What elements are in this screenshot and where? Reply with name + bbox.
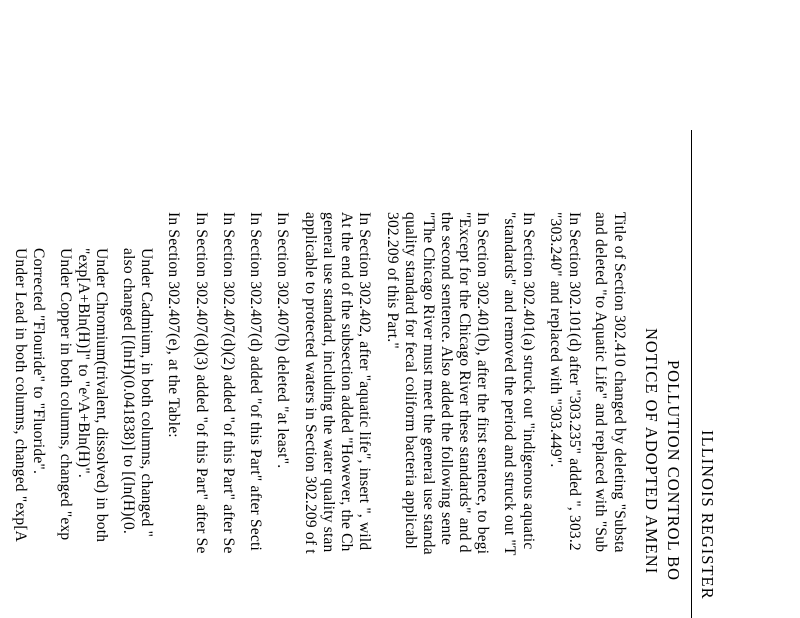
paragraph-line: "Except for the Chicago River these standards" and d: [456, 212, 473, 553]
paragraph-line: 302.209 of this Part.": [384, 212, 401, 349]
paragraph-line: applicable to protected waters in Section 302.209 of t: [302, 212, 319, 554]
paragraph-line: In Section 302.407(e), at the Table:: [165, 212, 182, 438]
paragraph-line: In Section 302.407(d) added "of this Part" after Secti: [247, 212, 264, 551]
paragraph-line: In Section 302.402, after "aquatic life", insert ", wild: [356, 212, 373, 551]
paragraph-line: In Section 302.101(d) after "303.235" added ", 303.2: [566, 212, 583, 551]
table-note-line: Under Cadmium, in both columns, changed ": [138, 248, 155, 538]
table-note-line: "exp[A+Bln(H)]" to "e^A+Bln(H)".: [75, 248, 92, 478]
paragraph-line: In Section 302.407(d)(2) added "of this Part" after Se: [220, 212, 237, 554]
paragraph-line: In Section 302.407(b) deleted "at least".: [274, 212, 291, 469]
paragraph-line: In Section 302.401(a) struck out "indigenous aquatic: [520, 212, 537, 550]
header-rule: [691, 130, 692, 618]
paragraph-line: Title of Section 302.410 changed by deleting "Substa: [611, 212, 628, 553]
register-title: ILLINOIS REGISTER: [698, 430, 717, 600]
table-note-line: Under Lead in both columns, changed "exp[A: [12, 248, 29, 543]
paragraph-line: In Section 302.401(b), after the first sentence, to begi: [474, 212, 491, 555]
table-note-line: Under Chromium(trivalent, dissolved) in both: [93, 248, 110, 543]
paragraph-line: quality standard for fecal coliform bacteria applicabl: [402, 212, 419, 550]
rotated-text-block: [12, 0, 718, 618]
paragraph-line: In Section 302.407(d)(3) added "of this Part" after Se: [193, 212, 210, 554]
table-note-line: Corrected "Flouride" to "Fluoride".: [30, 248, 47, 475]
notice-title: NOTICE OF ADOPTED AMENI: [642, 328, 661, 575]
paragraph-line: "standards" and removed the period and struck out "T: [501, 212, 518, 556]
paragraph-line: "The Chicago River must meet the general use standa: [420, 212, 437, 555]
paragraph-line: "303.240" and replaced with "303.449".: [547, 212, 564, 468]
table-note-line: also changed [(lnH)(0.041838)] to [(ln(H)(0.: [120, 248, 137, 534]
agency-title: POLLUTION CONTROL BO: [664, 360, 683, 582]
paragraph-line: At the end of the subsection added "However, the Ch: [338, 212, 355, 552]
table-note-line: Under Copper in both columns, changed "exp: [57, 248, 74, 541]
paragraph-line: and deleted "to Aquatic Life" and replaced with "Sub: [592, 212, 609, 553]
paragraph-line: the second sentence. Also added the following sente: [438, 212, 455, 546]
paragraph-line: general use standard, including the water quality stan: [320, 212, 337, 553]
